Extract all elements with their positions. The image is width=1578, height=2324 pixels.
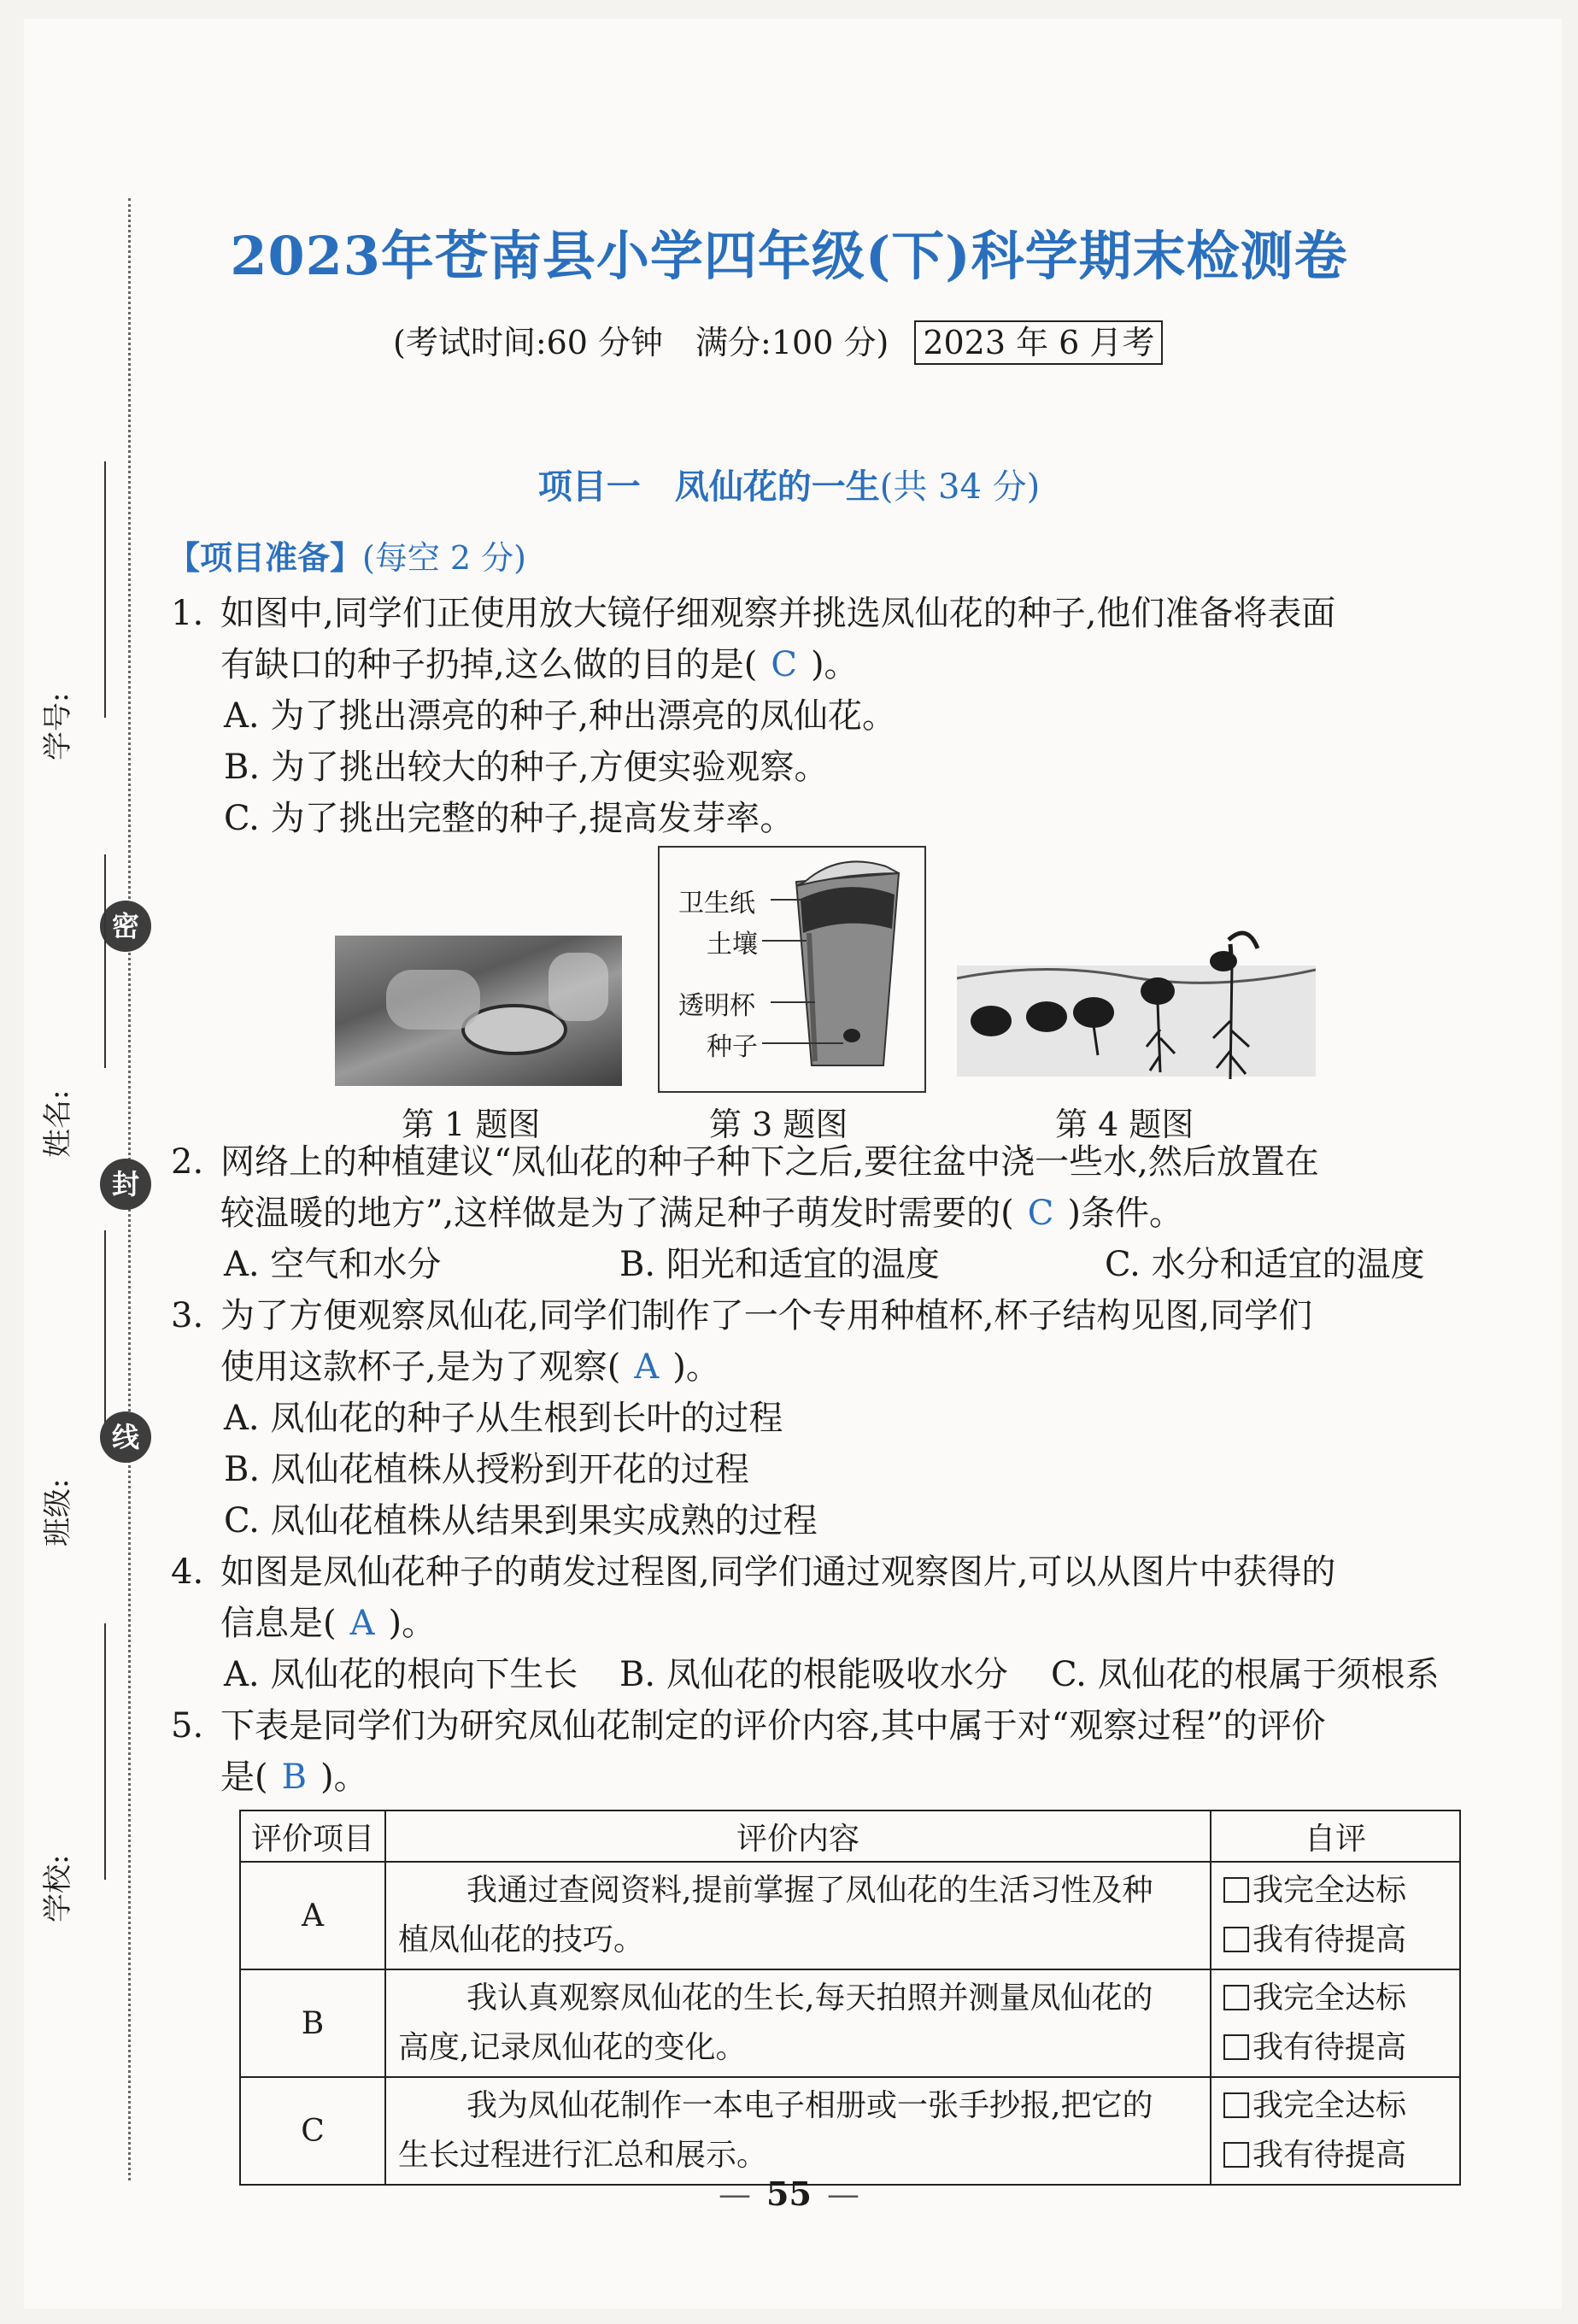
school-line[interactable] [104,1623,106,1880]
option-4c: C. 凤仙花的根属于须根系 [1051,1655,1440,1694]
question-number: 3. [171,1296,204,1335]
question-number: 2. [171,1142,204,1182]
answer-mark: C [771,645,797,684]
option-3a: A. 凤仙花的种子从生根到长叶的过程 [224,1399,783,1438]
name-line[interactable] [104,854,106,1068]
option-4b: B. 凤仙花的根能吸收水分 [619,1655,1008,1694]
question-text: )。 [388,1604,437,1643]
question-number: 1. [171,594,204,633]
question-text: 信息是( [220,1604,337,1643]
question-number: 4. [171,1552,204,1592]
table-row [240,1969,1460,2077]
self-assessment [1211,1862,1460,1969]
checkbox-label: 我有待提高 [1252,1922,1407,1957]
class-line[interactable] [104,1230,106,1444]
self-assessment [1211,2077,1460,2185]
question-text: )。 [672,1347,720,1387]
seal-mi: 密 [100,901,151,952]
answer-mark: B [281,1758,308,1797]
checkbox-label: 我完全达标 [1252,1873,1407,1908]
leader-line [771,899,812,901]
content-line: 我为凤仙花制作一本电子相册或一张手抄报,把它的 [466,2088,1153,2123]
magnifier-photo-icon [335,936,622,1086]
question-text: )条件。 [1067,1194,1183,1233]
option-2a: A. 空气和水分 [224,1245,442,1284]
answer-mark: A [634,1347,660,1387]
prep-note: (每空 2 分) [362,539,527,577]
checkbox[interactable] [1223,2092,1249,2118]
cup-label-tissue: 卫生纸 [678,889,755,918]
content-line: 植凤仙花的技巧。 [398,1922,645,1957]
option-1b: B. 为了挑出较大的种子,方便实验观察。 [224,748,829,787]
question-2 [171,1136,1469,1239]
figure-3-cup [658,846,926,1093]
table-row [240,1862,1460,1969]
section-title [0,460,1578,508]
question-text: )。 [810,645,859,684]
self-assessment [1211,1969,1460,2077]
leader-line [771,1001,815,1003]
cup-label-cup: 透明杯 [678,991,755,1021]
section-points: (共 34 分) [879,467,1041,507]
option-1c: C. 为了挑出完整的种子,提高发芽率。 [224,799,795,838]
column-header: 评价内容 [385,1810,1211,1862]
figure-1-photo [335,936,622,1086]
row-item: B [240,1969,385,2077]
question-text: )。 [320,1758,368,1797]
question-text: 为了方便观察凤仙花,同学们制作了一个专用种植杯,杯子结构见图,同学们 [220,1296,1313,1335]
section-name: 项目一 凤仙花的一生 [537,467,880,507]
row-content [385,1969,1211,2077]
seal-feng: 封 [100,1159,151,1210]
table-header-row [240,1810,1460,1862]
content-line: 生长过程进行汇总和展示。 [398,2138,768,2173]
student-id-label: 学号: [41,692,75,760]
exam-date-box: 2023 年 6 月考 [914,320,1163,365]
row-content [385,1862,1211,1969]
answer-mark: C [1027,1194,1054,1233]
footer-dash-left: — [719,2175,752,2213]
question-3 [171,1290,1469,1393]
question-text: 较温暖的地方”,这样做是为了满足种子萌发时需要的( [220,1194,1014,1233]
question-text: 是( [220,1758,268,1797]
content-line: 我认真观察凤仙花的生长,每天拍照并测量凤仙花的 [466,1981,1153,2016]
option-4a: A. 凤仙花的根向下生长 [224,1655,578,1694]
checkbox-label: 我完全达标 [1252,2088,1407,2123]
checkbox-label: 我有待提高 [1252,2030,1407,2065]
footer-dash-right: — [826,2175,859,2213]
row-content [385,2077,1211,2185]
question-text: 如图中,同学们正使用放大镜仔细观察并挑选凤仙花的种子,他们准备将表面 [220,594,1336,633]
caption-figure-3: 第 3 题图 [709,1106,848,1143]
cup-label-seed: 种子 [707,1032,758,1062]
exam-subtitle [393,316,1163,363]
question-text: 有缺口的种子扔掉,这么做的目的是( [220,645,758,684]
table-row [240,2077,1460,2185]
row-item: C [240,2077,385,2185]
question-4 [171,1546,1469,1649]
leader-line [762,1042,843,1044]
checkbox[interactable] [1223,1877,1249,1903]
column-header: 评价项目 [240,1810,385,1862]
figure-4-germination [957,927,1316,1089]
content-line: 高度,记录凤仙花的变化。 [398,2030,747,2065]
caption-figure-1: 第 1 题图 [402,1106,541,1143]
school-label: 学校: [41,1854,75,1922]
row-item: A [240,1862,385,1969]
checkbox[interactable] [1223,2034,1249,2060]
checkbox[interactable] [1223,1985,1249,2010]
question-text: 下表是同学们为研究凤仙花制定的评价内容,其中属于对“观察过程”的评价 [220,1706,1326,1746]
leader-line [762,940,807,942]
option-1a: A. 为了挑出漂亮的种子,种出漂亮的凤仙花。 [224,696,897,736]
question-text: 网络上的种植建议“凤仙花的种子种下之后,要往盆中浇一些水,然后放置在 [220,1142,1319,1182]
option-3c: C. 凤仙花植株从结果到果实成熟的过程 [224,1501,818,1541]
exam-title: 2023年苍南县小学四年级(下)科学期末检测卷 [230,225,1348,287]
question-1 [171,588,1469,690]
content-line: 我通过查阅资料,提前掌握了凤仙花的生活习性及种 [466,1873,1153,1908]
checkbox-label: 我完全达标 [1252,1981,1407,2016]
question-5 [171,1700,1469,1803]
column-header: 自评 [1211,1810,1460,1862]
question-text: 如图是凤仙花种子的萌发过程图,同学们通过观察图片,可以从图片中获得的 [220,1552,1336,1592]
class-label: 班级: [41,1478,75,1546]
exam-info: (考试时间:60 分钟 满分:100 分) [393,324,889,361]
option-2c: C. 水分和适宜的温度 [1105,1245,1425,1284]
checkbox[interactable] [1223,2142,1249,2168]
question-text: 使用这款杯子,是为了观察( [220,1347,621,1387]
question-number: 5. [171,1706,204,1746]
page-footer [0,2174,1578,2213]
caption-figure-4: 第 4 题图 [1055,1106,1194,1143]
page-number: 55 [766,2174,812,2213]
prep-label: 【项目准备】 [167,538,363,577]
answer-mark: A [349,1604,375,1643]
cup-label-soil: 土壤 [707,930,758,960]
seal-xian: 线 [100,1411,151,1463]
prep-heading [167,531,526,578]
checkbox-label: 我有待提高 [1252,2138,1407,2173]
seed-germination-icon [957,927,1316,1089]
option-2b: B. 阳光和适宜的温度 [619,1245,940,1284]
evaluation-table [239,1810,1461,2186]
option-3b: B. 凤仙花植株从授粉到开花的过程 [224,1450,749,1489]
name-label: 姓名: [41,1089,75,1158]
checkbox[interactable] [1223,1927,1249,1952]
